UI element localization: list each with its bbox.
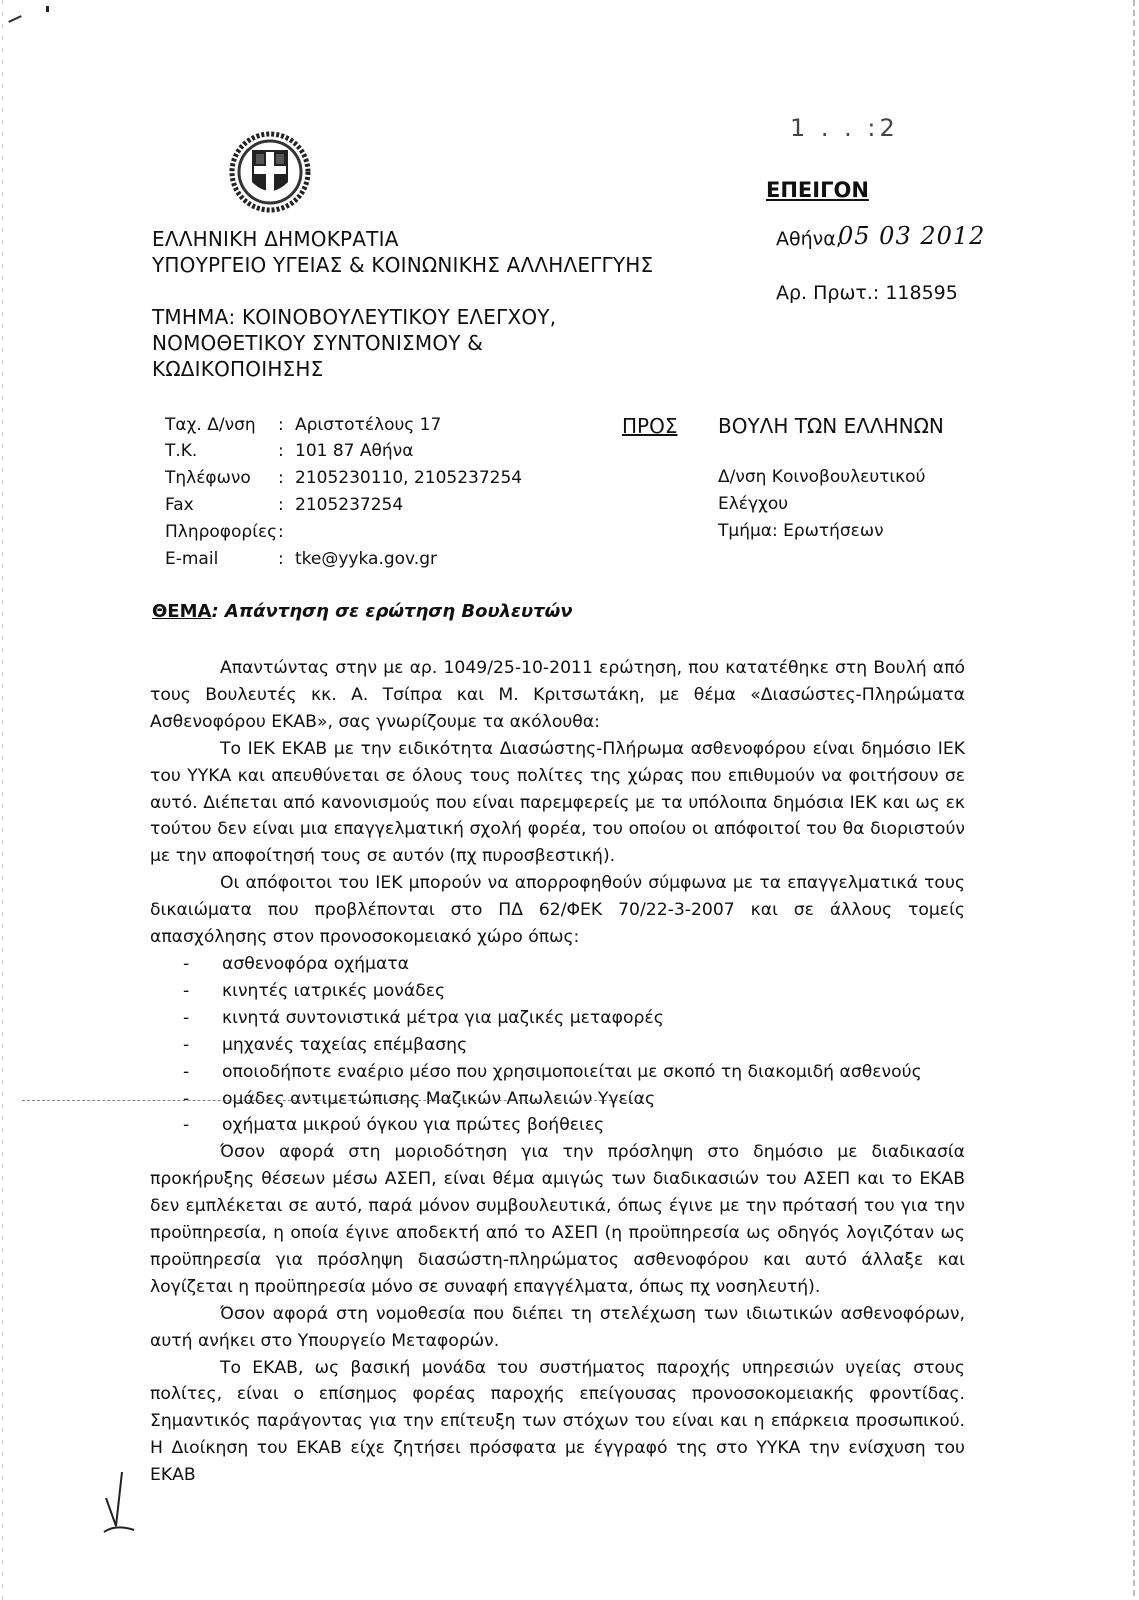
scan-mark (46, 6, 49, 12)
list-item: - μηχανές ταχείας επέμβασης (183, 1034, 468, 1055)
scan-mark (8, 15, 22, 23)
contact-label: Ταχ. Δ/νση (165, 415, 256, 435)
subject-label: ΘΕΜΑ (152, 601, 212, 622)
paragraph-intro: Απαντώντας στην με αρ. 1049/25-10-2011 ερώτηση, που κατατέθηκε στη Βουλή από τους Βουλευτές κκ. Α. Τσίπρα και Μ. Κριτσωτάκη, με θέμα «Διασώστες-Πληρώματα Ασθενοφόρου ΕΚΑΒ», σας γνωρίζουμε τα ακόλουθα: (150, 658, 965, 732)
department-line-1: ΤΜΗΜΑ: ΚΟΙΝΟΒΟΥΛΕΥΤΙΚΟΥ ΕΛΕΓΧΟΥ, (152, 305, 557, 329)
paragraph-legislation: Όσον αφορά στη νομοθεσία που διέπει τη στελέχωση των ιδιωτικών ασθενοφόρων, αυτή ανήκει στο Υπουργείο Μεταφορών. (150, 1303, 965, 1351)
paragraph-ekab: Το ΕΚΑΒ, ως βασική μονάδα του συστήματος παροχής υπηρεσιών υγείας στους πολίτες, είναι ο επίσημος φορέας παροχής επείγουσας προνοσοκομειακής φροντίδας. Σημαντικός παράγοντας για την επίτευξη των στόχων του είναι και η επάρκεια προσωπικού. Η Διοίκηση του ΕΚΑΒ είχε ζητήσει πρόσφατα με έγγραφό της στο ΥΥΚΑ την ενίσχυση του ΕΚΑΒ (150, 1357, 965, 1486)
handwritten-date: 05 03 2012 (838, 222, 986, 250)
paragraph-iek: Το ΙΕΚ ΕΚΑΒ με την ειδικότητα Διασώστης-Πλήρωμα ασθενοφόρου είναι δημόσιο ΙΕΚ του ΥΥΚΑ και απευθύνεται σε όλους τους πολίτες της χώρας που επιθυμούν να φοιτήσουν σε αυτό. Διέπεται από κανονισμούς που είναι παρεμφερείς με τα υπόλοιπα δημόσια ΙΕΚ και ως εκ τούτου δεν είναι μια επαγγελματική σχολή φορέα, του οποίου οι απόφοιτοί του θα διοριστούν με την αποφοίτησή τους σε αυτόν (πχ πυροσβεστική). (150, 738, 965, 867)
list-item: - κινητά συντονιστικά μέτρα για μαζικές μεταφορές (183, 1007, 664, 1028)
paragraph-graduates: Οι απόφοιτοι του ΙΕΚ μπορούν να απορροφηθούν σύμφωνα με τα επαγγελματικά τους δικαιώματα που προβλέπονται στο ΠΔ 62/ΦΕΚ 70/22-3-2007 και σε άλλους τομείς απασχόλησης στον προνοσοκομειακό χώρο όπως: (150, 873, 965, 948)
scan-pen-line (22, 1100, 642, 1101)
subject-text: : Απάντηση σε ερώτηση Βουλευτών (211, 601, 573, 622)
subject-line (152, 601, 573, 622)
list-item: - οχήματα μικρού όγκου για πρώτες βοήθειες (183, 1115, 605, 1136)
email-value: tke@yyka.gov.gr (295, 549, 437, 569)
contact-label: Τηλέφωνο (165, 468, 251, 488)
handwritten-check-mark (100, 1468, 140, 1538)
date-label: Αθήνα, (776, 228, 842, 250)
contact-colon: : (278, 415, 284, 435)
department-line-3: ΚΩΔΙΚΟΠΟΙΗΣΗΣ (152, 357, 324, 381)
stamp-number: 1 . . :2 (790, 114, 899, 142)
recipient-dept-line-2: Ελέγχου (718, 494, 789, 514)
contact-colon: : (278, 522, 284, 542)
contact-colon: : (278, 549, 284, 569)
list-item: - ομάδες αντιμετώπισης Μαζικών Απωλειών Υγείας (183, 1088, 656, 1109)
protocol-number: Αρ. Πρωτ.: 118595 (776, 282, 958, 304)
contact-label: E-mail (165, 549, 219, 569)
recipient-section: Τμήμα: Ερωτήσεων (718, 521, 884, 541)
department-line-2: ΝΟΜΟΘΕΤΙΚΟΥ ΣΥΝΤΟΝΙΣΜΟΥ & (152, 331, 484, 355)
recipient-dept-line-1: Δ/νση Κοινοβουλευτικού (718, 467, 926, 487)
contact-value: 101 87 Αθήνα (295, 441, 414, 461)
list-item: - κινητές ιατρικές μονάδες (183, 980, 446, 1001)
contact-value: Αριστοτέλους 17 (295, 415, 442, 435)
contact-value: 2105237254 (295, 495, 404, 515)
paragraph-asep: Όσον αφορά στη μοριοδότηση για την πρόσληψη στο δημόσιο με διαδικασία προκήρυξης θέσεων μέσω ΑΣΕΠ, είναι θέμα αμιγώς των διαδικασιών του ΑΣΕΠ και το ΕΚΑΒ δεν εμπλέκεται σε αυτό, παρά μόνον συμβουλευτικά, όπως έγινε με την πρότασή του για την προϋπηρεσία, η οποία έγινε αποδεκτή από το ΑΣΕΠ (η προϋπηρεσία ως οδηγός λογιζόταν ως προϋπηρεσία για πρόσληψη διασώστη-πληρώματος ασθενοφόρου και αυτό άλλαξε και λογίζεται η προϋπηρεσία μόνο σε συναφή επαγγέλματα, όπως πχ νοσηλευτή). (150, 1142, 965, 1297)
letter-body (150, 655, 965, 1489)
to-label: ΠΡΟΣ (622, 414, 678, 438)
ministry-title: ΥΠΟΥΡΓΕΙΟ ΥΓΕΙΑΣ & ΚΟΙΝΩΝΙΚΗΣ ΑΛΛΗΛΕΓΓΥΗΣ (152, 253, 654, 277)
contact-colon: : (278, 495, 284, 515)
employment-sectors-list (150, 951, 965, 1139)
scan-edge-right (1133, 0, 1135, 1600)
recipient-name: ΒΟΥΛΗ ΤΩΝ ΕΛΛΗΝΩΝ (718, 414, 944, 438)
urgent-label: ΕΠΕΙΓΟΝ (766, 178, 869, 202)
contact-value: 2105230110, 2105237254 (295, 468, 523, 488)
scan-edge-left (2, 0, 3, 1600)
contact-colon: : (278, 441, 284, 461)
list-item: - ασθενοφόρα οχήματα (183, 953, 409, 974)
republic-title: ΕΛΛΗΝΙΚΗ ΔΗΜΟΚΡΑΤΙΑ (152, 227, 399, 251)
list-item: - οποιοδήποτε εναέριο μέσο που χρησιμοποιείται με σκοπό τη διακομιδή ασθενούς (183, 1061, 922, 1082)
contact-label: Πληροφορίες (165, 522, 278, 542)
contact-label: Τ.Κ. (165, 441, 198, 461)
contact-label: Fax (165, 495, 194, 515)
contact-colon: : (278, 468, 284, 488)
greek-coat-of-arms-emblem (228, 130, 312, 214)
